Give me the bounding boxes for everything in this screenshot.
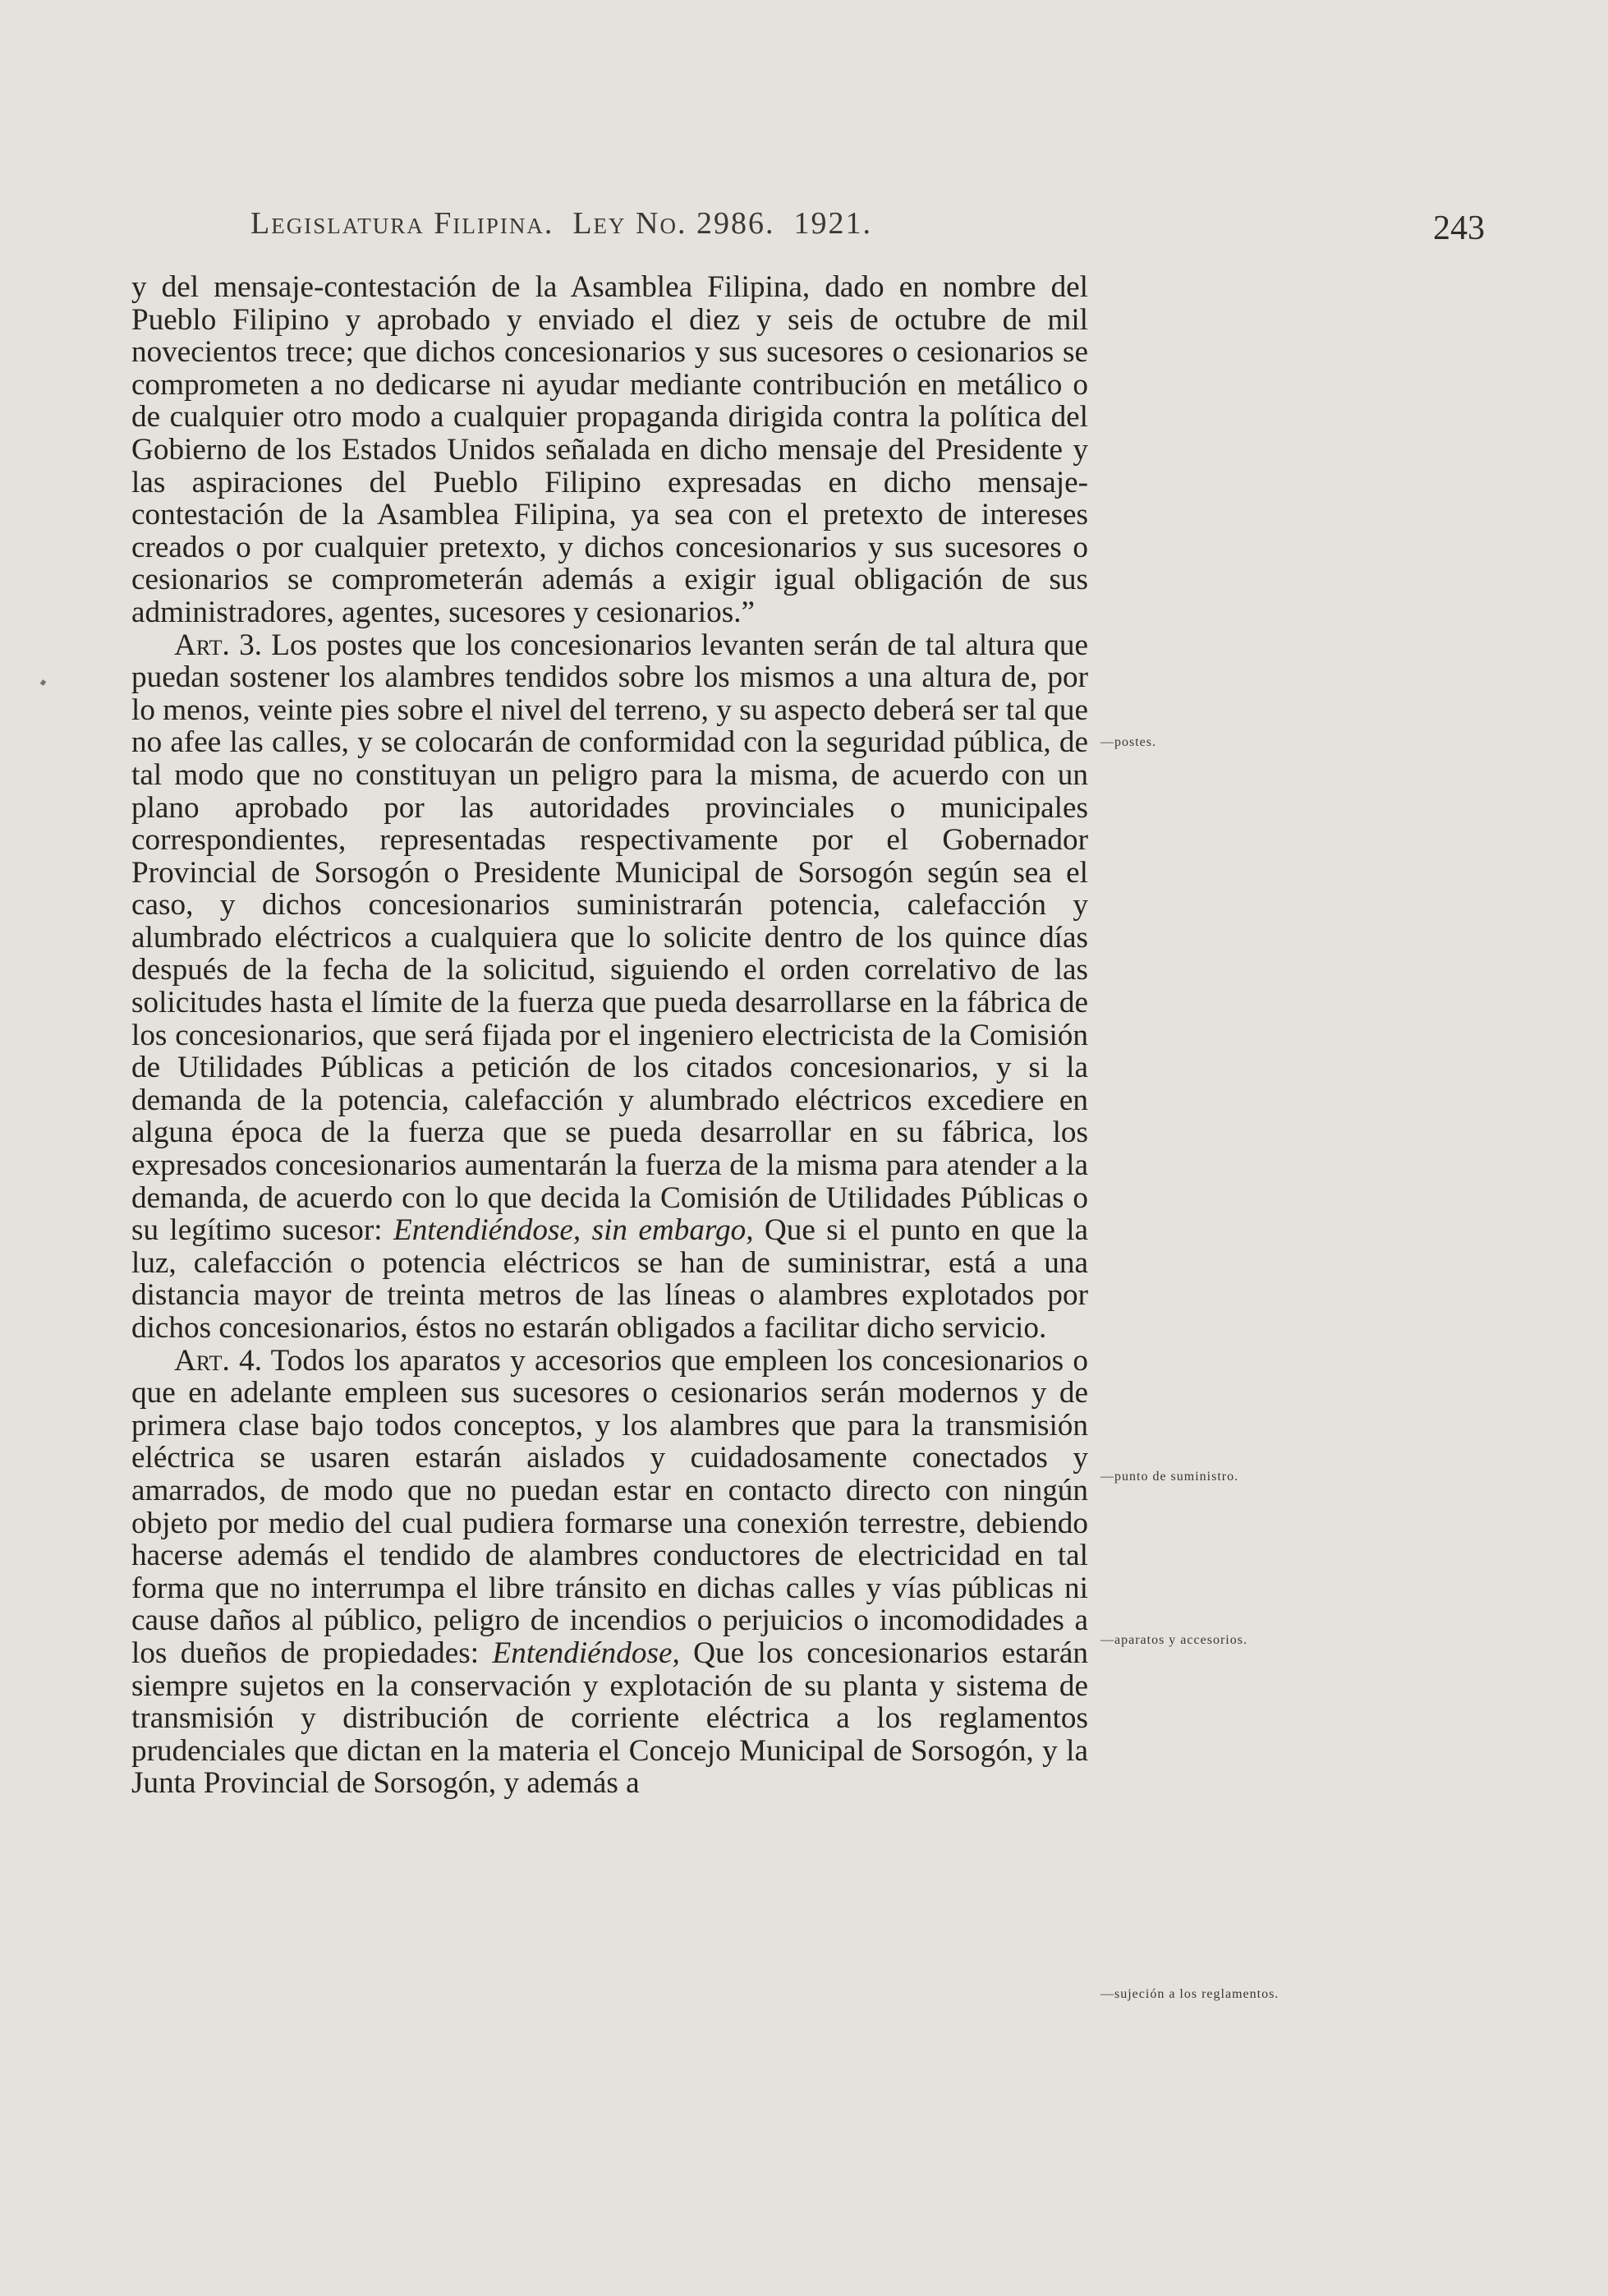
margin-note-punto-suministro: —punto de suministro. [1100, 1470, 1239, 1484]
margin-note-aparatos-accesorios: —aparatos y accesorios. [1100, 1633, 1247, 1647]
paragraph-continuation: y del mensaje-contestación de la Asamblea Filipina, dado en nombre del Pueblo Filipino y aprobado y enviado el diez y seis de octubre de mil novecientos trece; que dichos concesionarios y sus sucesores o cesionarios se comprometen a no dedicarse ni ayudar mediante contribución en metálico o de cualquier otro modo a cualquier propaganda dirigida contra la política del Gobierno de los Estados Unidos señalada en dicho mensaje del Presidente y las aspiraciones del Pueblo Filipino expresadas en dicho mensaje-contestación de la Asamblea Filipina, ya sea con el pretexto de intereses creados o por cualquier pretexto, y dichos concesionarios y sus sucesores o cesionarios se comprometerán además a exigir igual obligación de sus administradores, agentes, sucesores y cesionarios.” [131, 270, 1088, 629]
article-3-text: Los postes que los concesionarios levanten serán de tal altura que puedan sostener los alambres tendidos sobre los mismos a una altura de, por lo menos, veinte pies sobre el nivel del terreno, y su aspecto deberá ser tal que no afee las calles, y se colocarán de conformidad con la seguridad pública, de tal modo que no constituyan un peligro para la misma, de acuerdo con un plano aprobado por las autoridades provinciales o municipales correspondientes, representadas respectivamente por el Gobernador Provincial de Sorsogón o Presidente Municipal de Sorsogón según sea el caso, y dichos concesionarios suministrarán potencia, calefacción y alumbrado eléctricos a cualquiera que lo solicite dentro de los quince días después de la fecha de la solicitud, siguiendo el orden correlativo de las solicitudes hasta el límite de la fuerza que pueda desarrollarse en la fábrica de los concesionarios, que será fijada por el ingeniero electricista de la Comisión de Utilidades Públicas a petición de los citados concesionarios, y si la demanda de la potencia, calefacción y alumbrado eléctricos excediere en alguna época de la fuerza que se pueda desarrollar en su fábrica, los expresados concesionarios aumentarán la fuerza de la misma para atender a la demanda, de acuerdo con lo que decida la Comisión de Utilidades Públicas o su legítimo sucesor: [131, 628, 1088, 1248]
page-number: 243 [1433, 209, 1485, 247]
article-3-proviso: Entendiéndose, sin embargo, [393, 1213, 754, 1248]
running-head [250, 205, 872, 242]
article-4 [131, 1345, 1088, 1800]
article-4-text-continued: Que los concesionarios estarán siempre sujetos en la conservación y explotación de su planta y sistema de transmisión y distribución de corriente eléctrica a los reglamentos prudenciales que dictan en la materia el Concejo Municipal de Sorsogón, y la Junta Provincial de Sorsogón, y además a [131, 1636, 1089, 1801]
running-head-legislature: Legislatura Filipina. [250, 206, 554, 241]
margin-note-postes: —postes. [1100, 735, 1156, 749]
body-text [131, 271, 1088, 1800]
running-head-law-number: Ley No. 2986. [572, 206, 775, 241]
article-3 [131, 629, 1088, 1345]
article-3-label: Art. 3. [174, 628, 262, 662]
article-4-proviso: Entendiéndose, [492, 1636, 680, 1670]
margin-note-sujecion-reglamentos: —sujeción a los reglamentos. [1100, 1987, 1280, 2001]
running-head-year: 1921. [793, 206, 872, 241]
article-3-text-continued: Que si el punto en que la luz, calefacción o potencia eléctricos se han de suministrar, está a una distancia mayor de treinta metros de las líneas o alambres explotados por dichos concesionarios, éstos no estarán obligados a facilitar dicho servicio. [131, 1213, 1089, 1345]
article-4-text: Todos los aparatos y accesorios que empleen los concesionarios o que en adelante empleen sus sucesores o cesionarios serán modernos y de primera clase bajo todos conceptos, y los alambres que para la transmisión eléctrica se usaren estarán aislados y cuidadosamente conectados y amarrados, de modo que no puedan estar en contacto directo con ningún objeto por medio del cual pudiera formarse una conexión terrestre, debiendo hacerse además el tendido de alambres conductores de electricidad en tal forma que no interrumpa el libre tránsito en dichas calles y vías públicas ni cause daños al público, peligro de incendios o perjuicios o incomodidades a los dueños de propiedades: [131, 1343, 1088, 1670]
stray-print-mark [40, 679, 47, 686]
article-4-label: Art. 4. [174, 1343, 262, 1378]
